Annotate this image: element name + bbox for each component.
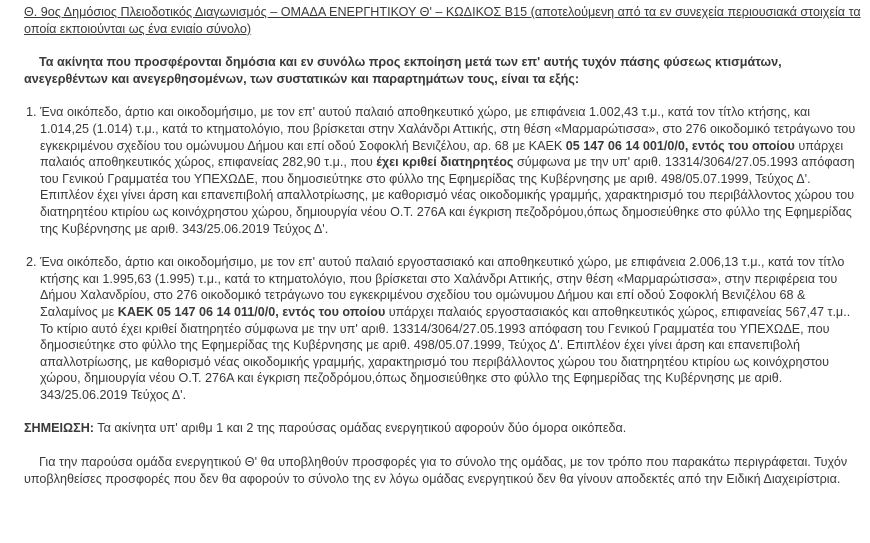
item-2-text-b: υπάρχει παλαιός εργοστασιακός και αποθηκευτικός χώρος, επιφανείας 567,47 τ.μ.. Το κτίριο αυτό έχει κριθεί διατηρητέο σύμφωνα με την υπ' αριθ. 13314/3064/27.05.1993 απόφαση του Γενικού Γραμματέα του ΥΠΕΧΩΔΕ, που δημοσιεύτηκε στο φύλλο της Εφημερίδας της Κυβέρνησης με αριθ. 498/05.07.1999, Τεύχος Δ'. Επιπλέον έχει γίνει άρση και επανεπιβολή απαλλοτρίωσης, με καθορισμό νέας οικοδομικής γραμμής, χαρακτηρισμό του περιβάλλοντος χώρου του διατηρητέου κτιρίου ως κοινόχρηστου χώρου, δημιουργία νέου Ο.Τ. 276Α και έγκριση πεζοδρόμου,όπως δημοσιεύθηκε στο φύλλο της Εφημερίδας της Κυβέρνησης με αριθ. 343/25.06.2019 Τεύχος Δ'. — [40, 304, 851, 402]
property-list — [24, 104, 862, 403]
item-1-text-c: σύμφωνα με την υπ' αριθ. 13314/3064/27.05.1993 απόφαση του Γενικού Γραμματέα του ΥΠΕΧΩΔΕ, που δημοσιεύτηκε στο φύλλο της Εφημερίδας της Κυβέρνησης με αριθ. 498/05.07.1999, Τεύχος Δ'. Επιπλέον έχει γίνει άρση και επανεπιβολή απαλλοτρίωσης, με καθορισμό νέας οικοδομικής γραμμής, χαρακτηρισμό του περιβάλλοντος χώρου του διατηρητέου κτιρίου ως κοινόχρηστου χώρου, δημιουργία νέου Ο.Τ. 276Α και έγκριση πεζοδρόμου,όπως δημοσιεύθηκε στο φύλλο της Εφημερίδας της Κυβέρνησης με αριθ. 343/25.06.2019 Τεύχος Δ'. — [40, 155, 855, 236]
property-item-2 — [40, 254, 862, 403]
section-title-link[interactable] — [24, 4, 862, 37]
intro-paragraph: Τα ακίνητα που προσφέρονται δημόσια και εν συνόλω προς εκποίηση μετά των επ' αυτής τυχόν πάσης φύσεως κτισμάτων, ανεγερθέντων και ανεγερθησομένων, των συστατικών και παραρτημάτων τους, είναι τα εξής: — [24, 55, 782, 86]
item-1-text-b: υπάρχει παλαιός αποθηκευτικός χώρος, επιφανείας 282,90 τ.μ., που — [40, 138, 844, 170]
item-2-text-a: Ένα οικόπεδο, άρτιο και οικοδομήσιμο, με τον επ' αυτού παλαιό εργοστασιακό και αποθηκευτικό χώρο, με επιφάνεια 2.006,13 τ.μ., κατά τον τίτλο κτήσης και 1.995,63 (1.995) τ.μ., κατά το κτηματολόγιο, που βρίσκεται στο Χαλάνδρι Αττικής, στην θέση «Μαρμαρώτισσα», στην περιφέρεια του Δήμου Χαλανδρίου, στο 276 οικοδομικό τετράγωνο του εγκεκριμένου σχεδίου του ομώνυμου Δήμου και επί οδού Σοφοκλή Βενιζέλου 68 & Σαλαμίνος με — [40, 255, 845, 319]
property-item-1 — [40, 104, 862, 237]
item-1-kaek-bold: 05 147 06 14 001/0/0, εντός του οποίου — [565, 138, 795, 153]
note-text: Τα ακίνητα υπ' αριθμ 1 και 2 της παρούσας ομάδας ενεργητικού αφορούν δύο όμορα οικόπεδα. — [94, 421, 627, 436]
item-1-text-a: Ένα οικόπεδο, άρτιο και οικοδομήσιμο, με τον επ' αυτού παλαιό αποθηκευτικό χώρο, με επιφάνεια 1.002,43 τ.μ., κατά τον τίτλο κτήσης, και 1.014,25 (1.014) τ.μ., κατά το κτηματολόγιο, που βρίσκεται στην Χαλάνδρι Αττικής, στη θέση «Μαρμαρώτισσα», στο 276 οικοδομικό τετράγωνο του εγκεκριμένου σχεδίου του ομώνυμου Δήμου και επί οδού Σοφοκλή Βενιζέλου, αρ. 68 με ΚΑΕΚ — [40, 105, 856, 153]
item-1-listed-bold: έχει κριθεί διατηρητέος — [376, 155, 514, 170]
item-2-kaek-bold: ΚΑΕΚ 05 147 06 14 011/0/0, εντός του οποίου — [117, 304, 386, 319]
note-paragraph — [24, 420, 862, 437]
section-title-text[interactable]: Θ. 9ος Δημόσιος Πλειοδοτικός Διαγωνισμός – ΟΜΑΔΑ ΕΝΕΡΓΗΤΙΚΟΥ Θ' – ΚΩΔΙΚΟΣ Β15 (αποτελούμενη από τα εν συνεχεία περιουσιακά στοιχεία τα οποία εκποιούνται ως ένα ενιαίο σύνολο) — [24, 5, 861, 36]
note-label: ΣΗΜΕΙΩΣΗ: — [24, 421, 94, 436]
final-paragraph: Για την παρούσα ομάδα ενεργητικού Θ' θα υποβληθούν προσφορές για το σύνολο της ομάδας, με τον τρόπο που παρακάτω περιγράφεται. Τυχόν υποβληθείσες προσφορές που δεν θα αφορούν το σύνολο της εν λόγω ομάδας ενεργητικού δεν θα γίνουν αποδεκτές από την Ειδική Διαχειρίστρια. — [24, 455, 848, 486]
